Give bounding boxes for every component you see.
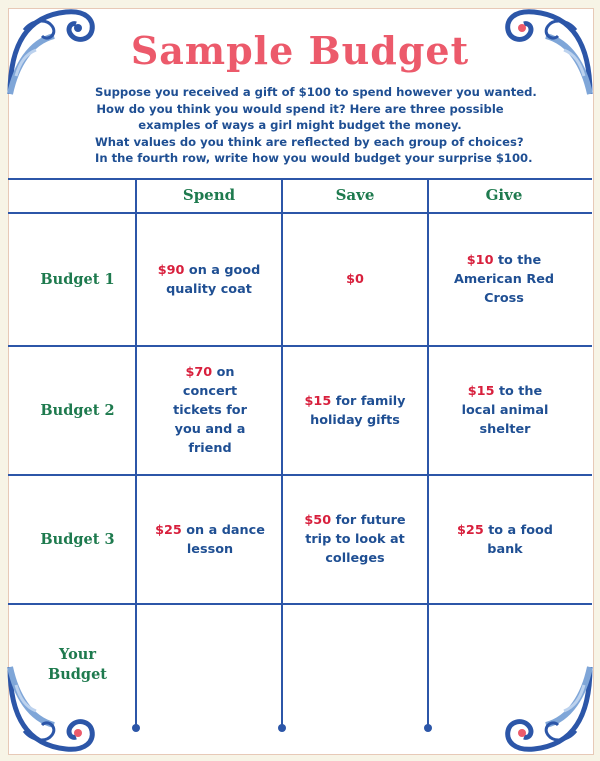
row-label-your-budget: Your Budget: [48, 646, 107, 683]
cell-budget1-save: [296, 214, 414, 345]
row-label-budget-2: Budget 2: [40, 401, 115, 419]
amount: $25: [155, 522, 182, 538]
grid-col-end-dot: [278, 724, 286, 732]
cell-budget2-save: [300, 347, 410, 474]
page-title: Sample Budget: [130, 28, 470, 73]
cell-budget1-spend: [150, 214, 268, 345]
amount: $50: [304, 513, 332, 528]
cell-budget1-give: [450, 214, 558, 345]
intro-text: [95, 84, 537, 167]
amount: $70: [185, 365, 213, 380]
amount: $15: [467, 384, 495, 399]
cell-text: for future trip to look at colleges: [305, 513, 406, 566]
grid-col-end-dot: [132, 724, 140, 732]
your-budget-spend-cell[interactable]: [137, 605, 281, 720]
cell-text: on a dance lesson: [181, 522, 265, 557]
amount: $15: [304, 393, 332, 409]
amount: $0: [346, 272, 364, 287]
cell-text: for family holiday gifts: [310, 393, 406, 428]
cell-text: to the local animal shelter: [461, 384, 549, 437]
cell-text: on a good quality coat: [166, 262, 261, 297]
column-header-give: Give: [485, 186, 523, 204]
cell-budget2-spend: [158, 347, 262, 474]
cell-text: on concert tickets for you and a friend: [173, 365, 247, 456]
grid-col-end-dot: [424, 724, 432, 732]
column-header-spend: Spend: [182, 186, 236, 204]
column-header-save: Save: [335, 186, 375, 204]
cell-budget3-give: [455, 476, 555, 603]
your-budget-give-cell[interactable]: [429, 605, 529, 720]
cell-budget2-give: [450, 347, 560, 474]
amount: $90: [157, 262, 185, 278]
row-label-budget-3: Budget 3: [40, 530, 115, 548]
cell-budget3-spend: [155, 476, 265, 603]
cell-text: to a food bank: [483, 522, 553, 557]
cell-budget3-save: [296, 476, 414, 603]
row-label-budget-1: Budget 1: [40, 270, 115, 288]
intro-line: In the fourth row, write how you would budget your surprise $100.: [95, 151, 533, 166]
cell-text: to the American Red Cross: [453, 253, 555, 306]
intro-line: How do you think you would spend it? Here are three possible: [96, 101, 504, 116]
your-budget-save-cell[interactable]: [283, 605, 427, 720]
amount: $25: [457, 522, 484, 538]
intro-line: What values do you think are reflected by each group of choices?: [95, 134, 524, 149]
amount: $10: [466, 253, 494, 268]
intro-line: examples of ways a girl might budget the money.: [138, 118, 462, 133]
intro-line: Suppose you received a gift of $100 to spend however you wanted.: [95, 85, 537, 99]
